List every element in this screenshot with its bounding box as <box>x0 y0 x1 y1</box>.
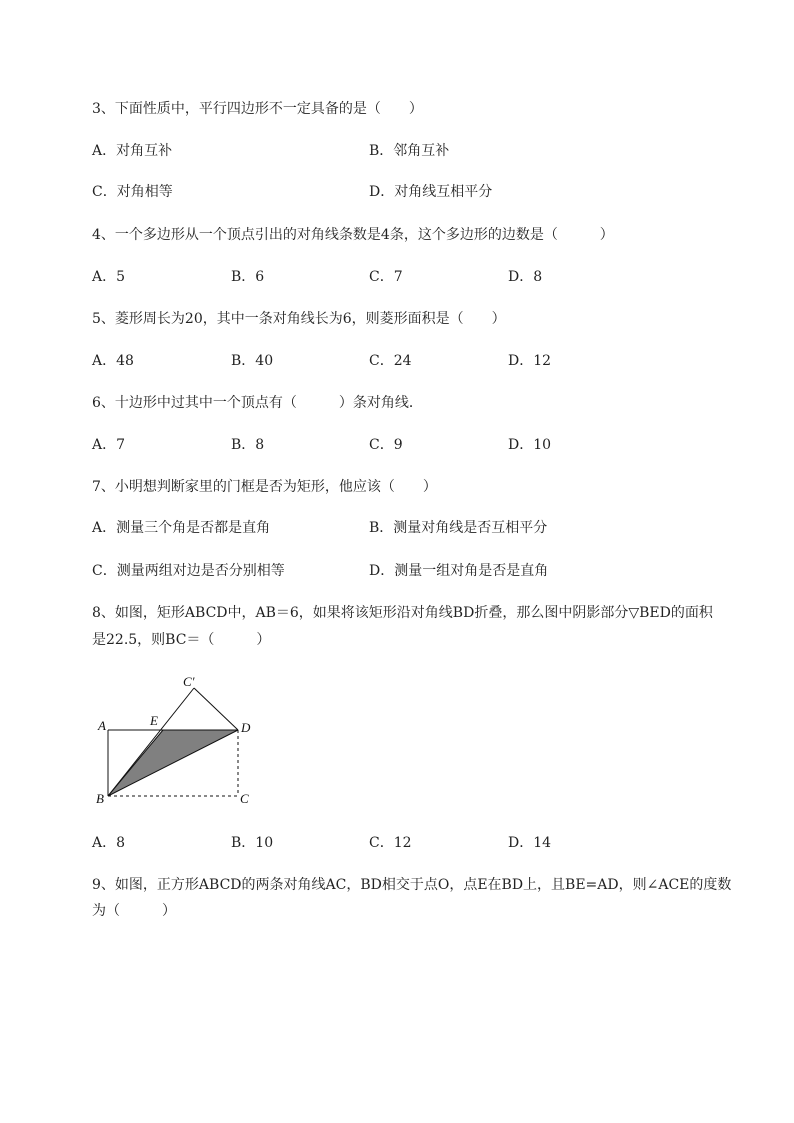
question-5-stem: 5、菱形周长为20，其中一条对角线长为6，则菱形面积是（ ） <box>92 311 506 327</box>
folded-side-c-prime-d <box>194 688 238 730</box>
question-9-stem-line-2: 为（ ） <box>92 903 176 919</box>
label-c-prime: C′ <box>183 674 195 689</box>
question-4-option-d[interactable]: D．8 <box>508 269 543 285</box>
rectangle-fold-figure <box>90 670 265 810</box>
question-9-stem-line-1: 9、如图，正方形ABCD的两条对角线AC，BD相交于点O，点E在BD上，且BE=AD，则∠ACE的度数 <box>92 877 732 893</box>
label-d: D <box>241 720 251 735</box>
question-3-option-b[interactable]: B．邻角互补 <box>369 143 450 159</box>
question-7-option-d[interactable]: D．测量一组对角是否是直角 <box>369 563 549 579</box>
question-8-stem-line-2: 是22.5，则BC＝（ ） <box>92 632 271 648</box>
question-7-option-a[interactable]: A．测量三个角是否都是直角 <box>92 520 271 536</box>
question-4-option-a[interactable]: A．5 <box>92 269 126 285</box>
label-c: C <box>240 791 249 806</box>
label-a: A <box>98 718 106 733</box>
question-5-option-b[interactable]: B．40 <box>231 353 274 369</box>
question-4-stem: 4、一个多边形从一个顶点引出的对角线条数是4条，这个多边形的边数是（ ） <box>92 227 614 243</box>
question-5-option-d[interactable]: D．12 <box>508 353 552 369</box>
question-3-option-a[interactable]: A．对角互补 <box>92 143 173 159</box>
question-8-option-d[interactable]: D．14 <box>508 835 552 851</box>
question-6-stem: 6、十边形中过其中一个顶点有（ ）条对角线． <box>92 395 423 411</box>
question-6-option-c[interactable]: C．9 <box>369 437 403 453</box>
question-8-option-b[interactable]: B．10 <box>231 835 274 851</box>
shaded-triangle-bed <box>108 730 238 796</box>
question-3-stem: 3、下面性质中，平行四边形不一定具备的是（ ） <box>92 101 423 117</box>
question-6-option-a[interactable]: A．7 <box>92 437 126 453</box>
label-e: E <box>150 713 158 728</box>
question-7-option-b[interactable]: B．测量对角线是否互相平分 <box>369 520 548 536</box>
question-8-option-a[interactable]: A．8 <box>92 835 126 851</box>
question-5-option-a[interactable]: A．48 <box>92 353 134 369</box>
question-6-option-d[interactable]: D．10 <box>508 437 552 453</box>
question-3-option-d[interactable]: D．对角线互相平分 <box>369 184 493 200</box>
question-7-option-c[interactable]: C．测量两组对边是否分别相等 <box>92 563 285 579</box>
question-4-option-b[interactable]: B．6 <box>231 269 265 285</box>
question-3-option-c[interactable]: C．对角相等 <box>92 184 173 200</box>
question-6-option-b[interactable]: B．8 <box>231 437 265 453</box>
question-7-stem: 7、小明想判断家里的门框是否为矩形，他应该（ ） <box>92 479 437 495</box>
question-8-option-c[interactable]: C．12 <box>369 835 412 851</box>
question-4-option-c[interactable]: C．7 <box>369 269 403 285</box>
question-8-stem-line-1: 8、如图，矩形ABCD中，AB＝6，如果将该矩形沿对角线BD折叠，那么图中阴影部分▽BED的面积 <box>92 605 713 621</box>
label-b: B <box>96 791 104 806</box>
question-5-option-c[interactable]: C．24 <box>369 353 412 369</box>
